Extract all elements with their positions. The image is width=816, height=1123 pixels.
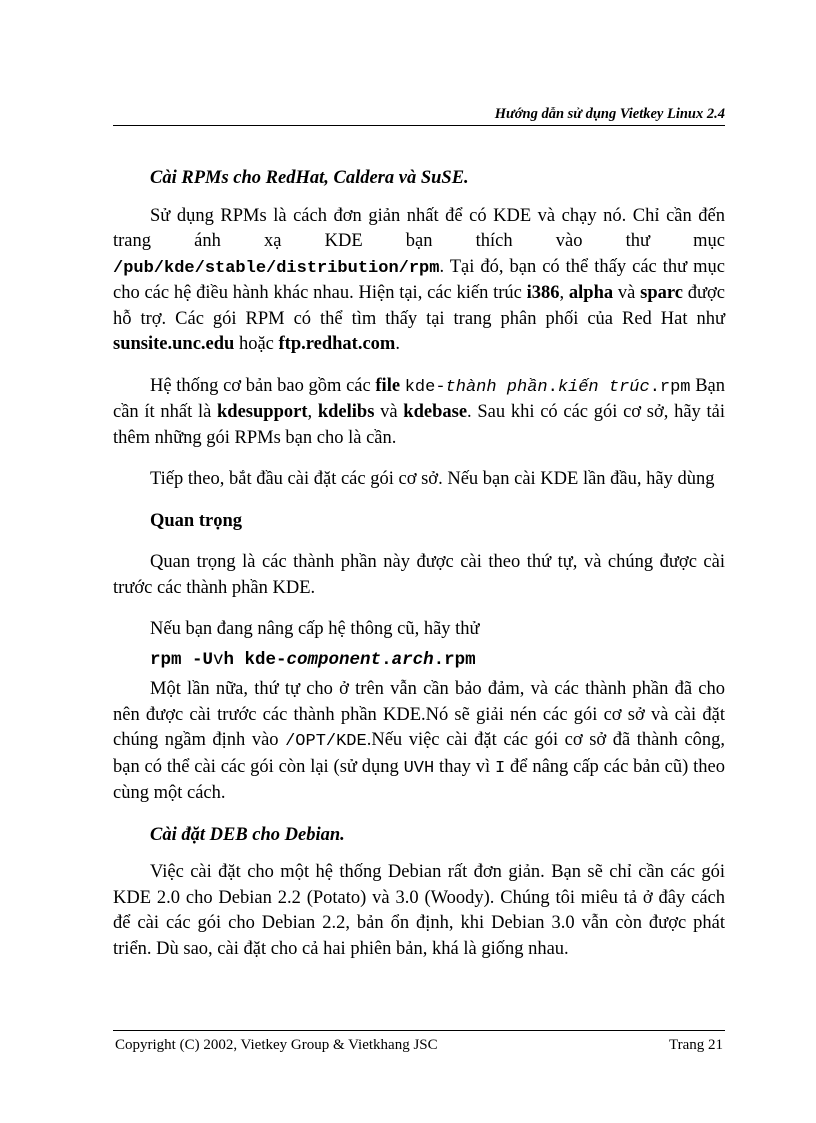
file-word: file (375, 375, 401, 396)
text: . (547, 377, 558, 397)
page-number: Trang 21 (668, 1037, 723, 1053)
text: kde- (404, 377, 446, 397)
text: component (286, 649, 382, 670)
arch-sparc: sparc (640, 283, 683, 303)
important-label (113, 509, 725, 535)
section-heading-deb: Cài đặt DEB cho Debian. (150, 824, 345, 845)
footer-copyright: Copyright (C) 2002, Vietkey Group & Vietkhang JSC (115, 1037, 438, 1053)
arch-i386: i386 (526, 283, 560, 303)
section-heading-rpm: Cài RPMs cho RedHat, Caldera và SuSE. (150, 168, 469, 188)
text: để nâng cấp các bản cũ) theo cùng một cách. (113, 756, 725, 803)
arch-alpha: alpha (568, 283, 614, 303)
text: rpm -U (150, 649, 214, 670)
paragraph-debian: Việc cài đặt cho một hệ thống Debian rất đơn giản. Bạn sẽ chỉ cần các gói KDE 2.0 cho Debian 2.2 (Potato) và 3.0 (Woody). Chúng tôi miêu tả ở đây cách để cài các gói cho Debian 2.2, bản ổn định, khi Debian 3.0 vẫn còn được phát triển. Dù sao, cài đặt cho cả hai phiên bản, khá là giống nhau. (113, 862, 725, 959)
text: Sử dụng RPMs là cách đơn giản nhất để có KDE và chạy nó. Chỉ cần đến trang ánh xạ KDE bạn thích vào thư mục (113, 205, 725, 251)
site-redhat: ftp.redhat.com (278, 334, 396, 354)
site-sunsite: sunsite.unc.edu (113, 334, 235, 354)
text: hoặc (234, 334, 279, 354)
paragraph-upgrade: Nếu bạn đang nâng cấp hệ thông cũ, hãy thử (150, 619, 480, 639)
text: . Sau khi có các gói cơ sở, hãy tải thêm những gói RPMs bạn cho là cần. (113, 402, 726, 448)
opt-kde-path: /OPT/KDE (285, 732, 367, 751)
paragraph-order (113, 677, 725, 807)
text: , (307, 402, 318, 422)
text: được hỗ trợ. Các gói RPM có thể tìm thấy tại trang phân phối của Red Hat như (113, 283, 726, 329)
text: h kde- (223, 649, 287, 670)
text: kiến trúc (557, 377, 650, 397)
text: . (381, 649, 392, 670)
pkg-kdebase: kdebase (403, 402, 468, 422)
page-content (113, 166, 725, 962)
text: . Tại đó, bạn có thể thấy các thư mục cho các hệ điều hành khác nhau. Hiện tại, các kiến trúc (113, 256, 725, 303)
uvh-flag: UVH (403, 758, 435, 778)
text: Một lần nữa, thứ tự cho ở trên vẫn cần bảo đảm, và các thành phần đã cho nên được cài trước các thành phần KDE.Nó sẽ giải nén các gói cơ sở và cài đặt chúng ngầm định vào (113, 679, 725, 750)
text: thay vì (434, 756, 495, 777)
text: và (374, 402, 404, 422)
text: thành phần (445, 377, 548, 397)
kde-filename (405, 378, 691, 397)
footer-rule (113, 1030, 725, 1031)
paragraph-important: Quan trọng là các thành phần này được cài theo thứ tự, và chúng được cài trước các thành phần KDE. (113, 552, 725, 598)
i-flag: I (494, 758, 506, 778)
rpm-path: /pub/kde/stable/distribution/rpm (113, 258, 440, 278)
text: Bạn cần ít nhất là (113, 375, 725, 422)
text: arch (391, 649, 434, 670)
pkg-kdesupport: kdesupport (217, 402, 308, 422)
text: .rpm (649, 377, 691, 397)
paragraph-next-steps: Tiếp theo, bắt đầu cài đặt các gói cơ sở. Nếu bạn cài KDE lần đầu, hãy dùng (150, 469, 715, 489)
text: . (395, 334, 400, 354)
text: .Nếu việc cài đặt các gói cơ sở đã thành công, bạn có thể cài các gói còn lại (sử dụng (113, 730, 725, 777)
text: Hệ thống cơ bản bao gồm các (150, 375, 376, 396)
text: Quan trọng (150, 510, 243, 531)
paragraph-base-system (113, 374, 725, 452)
text: , (559, 283, 565, 303)
text: và (613, 283, 641, 303)
text: v (213, 649, 224, 670)
paragraph-rpm-intro (113, 204, 725, 358)
running-header: Hướng dẫn sử dụng Vietkey Linux 2.4 (494, 106, 725, 122)
rpm-command (150, 648, 725, 674)
header-rule (113, 125, 725, 126)
pkg-kdelibs: kdelibs (317, 402, 375, 422)
text: .rpm (433, 649, 476, 670)
